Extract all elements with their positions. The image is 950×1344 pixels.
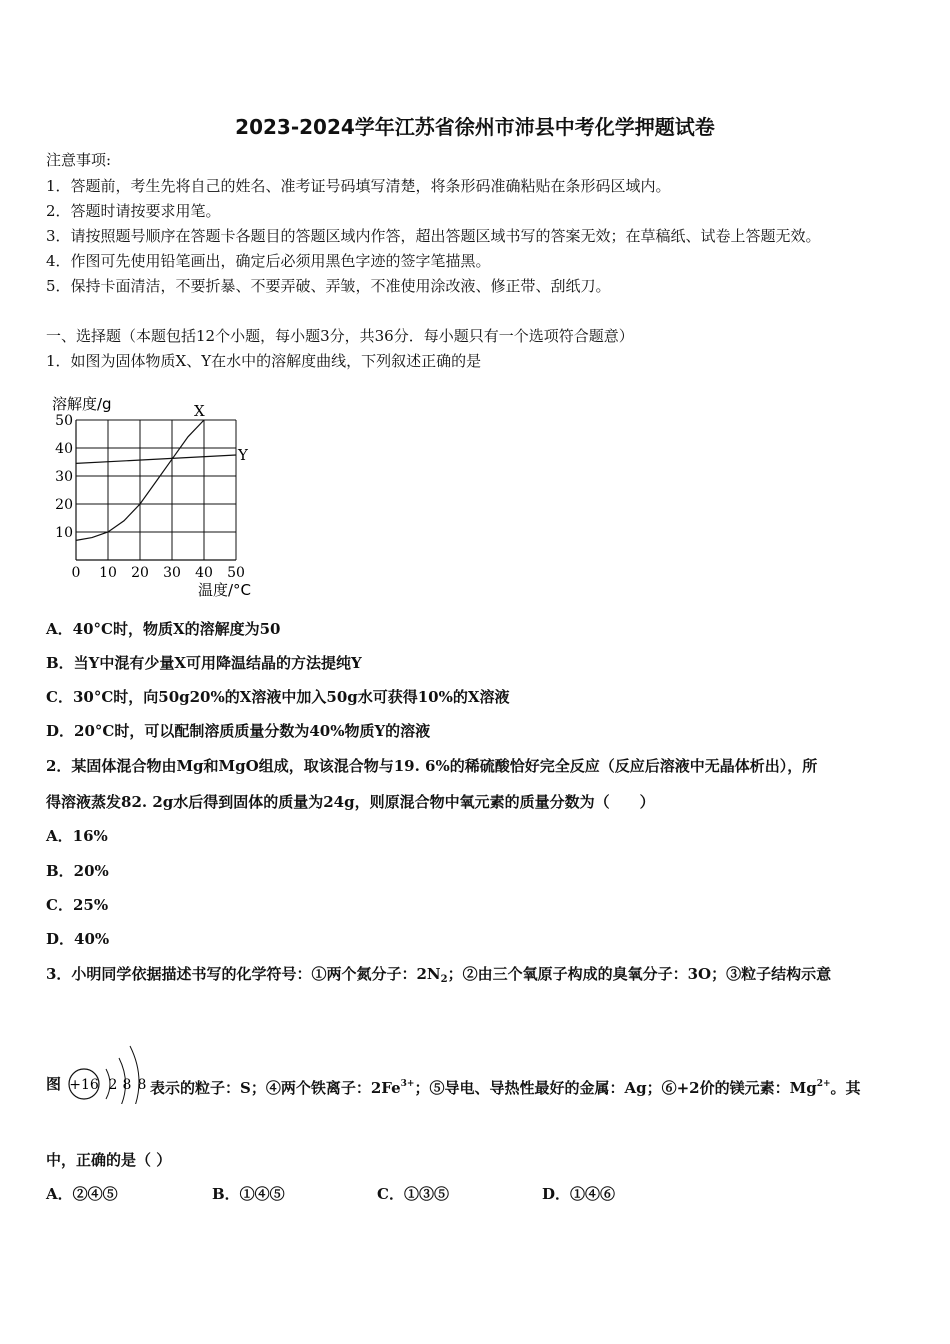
- y-tick-label: 10: [55, 525, 73, 541]
- series-y-line: [76, 455, 236, 463]
- q2-option-c: C．25%: [46, 896, 109, 914]
- shell-2-electrons: 8: [122, 1077, 132, 1093]
- chart-y-ticks: [55, 413, 73, 541]
- question-3-line2: 表示的粒子：S；④两个铁离子：$2Fe^{3+}$；⑤导电、导热性最好的金属：Ag；⑥+2价的镁元素：$Mg^{2+}$。其: [150, 1079, 861, 1097]
- chart-series: [76, 402, 249, 540]
- series-y-label: Y: [238, 446, 248, 464]
- q2-option-b: B．20%: [46, 862, 109, 880]
- x-tick-label: 0: [71, 565, 81, 581]
- question-1-stem: 1．如图为固体物质X、Y在水中的溶解度曲线，下列叙述正确的是: [46, 352, 482, 370]
- question-3-line3: 中，正确的是（ ）: [46, 1151, 172, 1169]
- notice-item: 3．请按照题号顺序在答题卡各题目的答题区域内作答，超出答题区域书写的答案无效；在草稿纸、试卷上答题无效。: [46, 227, 821, 245]
- x-tick-label: 20: [131, 565, 149, 581]
- y-tick-label: 40: [55, 441, 73, 457]
- paper-title: 2023-2024学年江苏省徐州市沛县中考化学押题试卷: [235, 115, 715, 139]
- q3-option-d: D．①④⑥: [542, 1185, 616, 1203]
- nucleus-label: +16: [69, 1077, 99, 1093]
- solubility-chart: [48, 390, 288, 605]
- sulfur-ion-structure-diagram: [62, 1032, 152, 1104]
- x-tick-label: 30: [163, 565, 181, 581]
- section-heading: 一、选择题（本题包括12个小题，每小题3分，共36分．每小题只有一个选项符合题意）: [46, 327, 634, 345]
- q3-option-c: C．①③⑤: [377, 1185, 449, 1203]
- question-3-figure-prefix: 图: [46, 1075, 62, 1093]
- q3-option-a: A．②④⑤: [46, 1185, 118, 1203]
- notice-item: 2．答题时请按要求用笔。: [46, 202, 221, 220]
- q1-option-c: C．30°C时，向50g20%的X溶液中加入50g水可获得10%的X溶液: [46, 688, 510, 706]
- chart-grid: [76, 420, 236, 560]
- notice-item: 5．保持卡面清洁，不要折暴、不要弄破、弄皱，不准使用涂改液、修正带、刮纸刀。: [46, 277, 611, 295]
- y-tick-label: 30: [55, 469, 73, 485]
- question-2-line2: 得溶液蒸发82. 2g水后得到固体的质量为24g，则原混合物中氧元素的质量分数为（ ）: [46, 793, 655, 811]
- question-2-line1: 2．某固体混合物由Mg和MgO组成，取该混合物与19. 6%的稀硫酸恰好完全反应（反应后溶液中无晶体析出），所: [46, 757, 818, 775]
- q3-option-b: B．①④⑤: [212, 1185, 285, 1203]
- q1-option-a: A．40°C时，物质X的溶解度为50: [46, 620, 281, 638]
- notice-item: 1．答题前，考生先将自己的姓名、准考证号码填写清楚，将条形码准确粘贴在条形码区域内。: [46, 177, 671, 195]
- y-tick-label: 20: [55, 497, 73, 513]
- notice-heading: 注意事项:: [46, 151, 112, 169]
- x-tick-label: 10: [99, 565, 117, 581]
- shell-1-electrons: 2: [108, 1077, 118, 1093]
- chart-ylabel: 溶解度/g: [52, 395, 112, 413]
- x-tick-label: 40: [195, 565, 213, 581]
- chart-x-ticks: [72, 565, 245, 581]
- chart-xlabel: 温度/°C: [198, 581, 252, 599]
- q2-option-d: D．40%: [46, 930, 110, 948]
- x-tick-label: 50: [227, 565, 245, 581]
- q1-option-d: D．20°C时，可以配制溶质质量分数为40%物质Y的溶液: [46, 722, 431, 740]
- question-3-line1: 3．小明同学依据描述书写的化学符号：①两个氮分子：$2N_2$；②由三个氧原子构成的臭氧分子：3O；③粒子结构示意: [46, 965, 832, 985]
- y-tick-label: 50: [55, 413, 73, 429]
- q2-option-a: A．16%: [46, 827, 108, 845]
- q1-option-b: B．当Y中混有少量X可用降温结晶的方法提纯Y: [46, 654, 362, 672]
- series-x-label: X: [194, 402, 205, 420]
- shell-3-electrons: 8: [137, 1077, 147, 1093]
- notice-item: 4．作图可先使用铅笔画出，确定后必须用黑色字迹的签字笔描黑。: [46, 252, 491, 270]
